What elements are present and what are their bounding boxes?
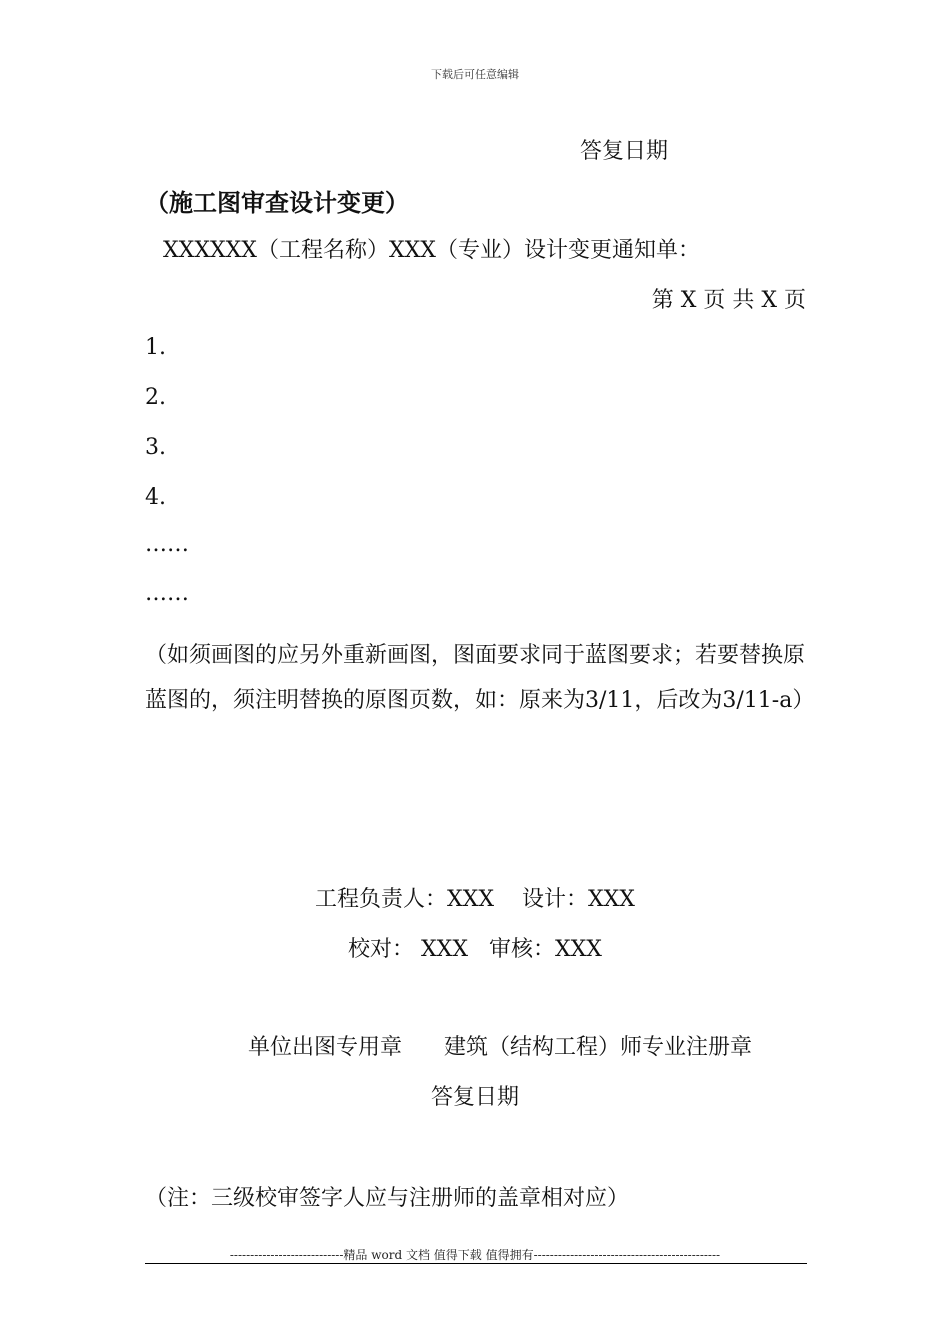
- list-item: ……: [145, 581, 189, 606]
- list-item: 1.: [145, 335, 166, 360]
- instruction-paragraph: （如须画图的应另外重新画图，图面要求同于蓝图要求；若要替换原蓝图的，须注明替换的原图页数，如：原来为3/11，后改为3/11-a）: [145, 643, 815, 713]
- reply-date-top: 答复日期: [580, 139, 669, 164]
- footer-text: ----------------------------精品 word 文档 值得下载 值得拥有----------------------------------------------: [229, 1248, 721, 1262]
- reply-date-bottom: 答复日期: [430, 1085, 519, 1110]
- list-item: 3.: [145, 435, 166, 460]
- signature-line-2: 校对： XXX 审核：XXX: [348, 937, 602, 962]
- signature-note: （注：三级校审签字人应与注册师的盖章相对应）: [145, 1186, 630, 1211]
- footer-divider: [145, 1263, 807, 1264]
- header-note: 下载后可任意编辑: [431, 68, 519, 81]
- list-item: ……: [145, 532, 189, 557]
- list-item: 2.: [145, 385, 166, 410]
- document-title: （施工图审查设计变更）: [145, 188, 409, 217]
- document-subtitle: XXXXXX（工程名称）XXX（专业）设计变更通知单：: [163, 238, 700, 263]
- stamp-line: 单位出图专用章 建筑（结构工程）师专业注册章: [248, 1035, 752, 1060]
- page-number: 第 X 页 共 X 页: [651, 288, 806, 313]
- signature-line-1: 工程负责人：XXX 设计：XXX: [315, 887, 635, 912]
- list-item: 4.: [145, 485, 166, 510]
